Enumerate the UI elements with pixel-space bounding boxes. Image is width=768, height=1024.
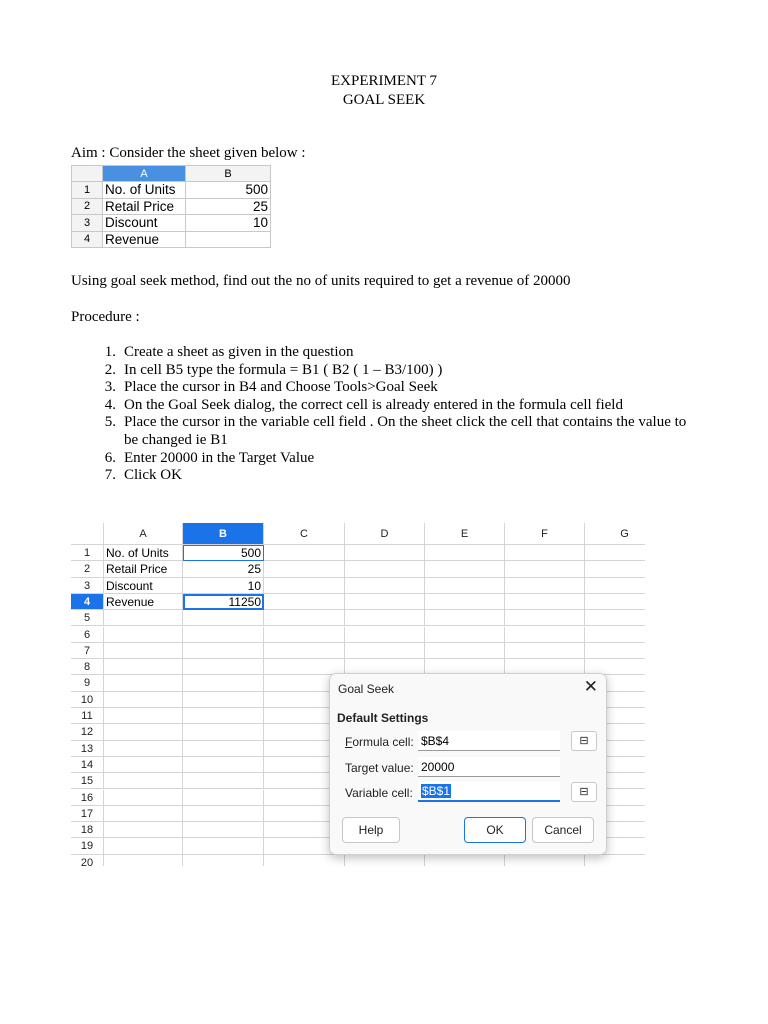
cell-b9[interactable] [183,675,264,691]
cell-c4[interactable] [264,594,345,610]
cell-b18[interactable] [183,822,264,838]
cell-c7[interactable] [264,643,345,659]
ok-button[interactable]: OK [464,817,526,843]
column-header-c[interactable]: C [264,523,345,545]
experiment-subtitle: GOAL SEEK [342,92,426,108]
cell-d2[interactable] [345,561,425,577]
column-header-g[interactable]: G [585,523,645,545]
cell-f3[interactable] [505,578,585,594]
cell-e1[interactable] [425,545,505,561]
cell-c5[interactable] [264,610,345,626]
row-header-7[interactable]: 7 [71,643,104,659]
formula-cell-label: Formula cell: [345,735,414,749]
cell-c2[interactable] [264,561,345,577]
cell-d6[interactable] [345,627,425,643]
row-header-3[interactable]: 3 [71,578,104,594]
cell-b4[interactable]: 11250 [183,594,264,610]
cell-b6[interactable] [183,627,264,643]
dialog-title: Goal Seek [338,682,395,696]
step-text: On the Goal Seek dialog, the correct cell is already entered in the formula cell field [124,396,623,413]
cell-e20[interactable] [425,855,505,866]
cell-d7[interactable] [345,643,425,659]
cell-selection-outline [183,545,264,561]
cell-c20[interactable] [264,855,345,866]
cell-selection-outline [183,594,264,610]
cell-f6[interactable] [505,627,585,643]
row-header-14[interactable]: 14 [71,757,104,773]
procedure-heading: Procedure : [71,309,140,325]
cell-a12[interactable] [104,724,183,740]
cell-f7[interactable] [505,643,585,659]
cell-b20[interactable] [183,855,264,866]
cell-c3[interactable] [264,578,345,594]
corner-cell[interactable] [71,523,104,545]
step-text: In cell B5 type the formula = B1 ( B2 ( 1 – B3/100) ) [124,361,443,378]
cell-g5[interactable] [585,610,645,626]
cell-a15[interactable] [104,773,183,789]
cell-f5[interactable] [505,610,585,626]
column-header-a[interactable]: A [104,523,183,545]
row-header-19[interactable]: 19 [71,838,104,854]
row-number: 3 [72,215,103,232]
step-text: Place the cursor in B4 and Choose Tools>Goal Seek [124,379,438,396]
close-icon[interactable]: ✕ [583,677,598,696]
cell-f20[interactable] [505,855,585,866]
cell-a17[interactable] [104,806,183,822]
row-header-20[interactable]: 20 [71,855,104,866]
row-header-9[interactable]: 9 [71,675,104,691]
cancel-button[interactable]: Cancel [532,817,594,843]
cell-e3[interactable] [425,578,505,594]
cell-a5[interactable] [104,610,183,626]
cell-b10[interactable] [183,692,264,708]
row-header-13[interactable]: 13 [71,741,104,757]
cell-d1[interactable] [345,545,425,561]
step-number: 5. [104,414,116,431]
cell-a4: Revenue [103,231,186,248]
cell-b2: 25 [186,198,271,215]
row-header-17[interactable]: 17 [71,806,104,822]
cell-f2[interactable] [505,561,585,577]
cell-b11[interactable] [183,708,264,724]
row-header-1[interactable]: 1 [71,545,104,561]
target-value-input[interactable] [418,757,560,777]
step-number: 7. [104,467,116,484]
cell-a8[interactable] [104,659,183,675]
variable-cell-input[interactable] [418,782,560,802]
cell-b2[interactable]: 25 [183,561,264,577]
cell-g2[interactable] [585,561,645,577]
column-header-e[interactable]: E [425,523,505,545]
cell-e2[interactable] [425,561,505,577]
cell-a20[interactable] [104,855,183,866]
row-header-16[interactable]: 16 [71,790,104,806]
cell-b17[interactable] [183,806,264,822]
step-text: Click OK [124,467,182,484]
column-header-b: B [186,166,271,182]
row-header-8[interactable]: 8 [71,659,104,675]
question-text: Using goal seek method, find out the no of units required to get a revenue of 20000 [71,273,571,289]
section-heading: Default Settings [337,711,429,725]
column-header-d[interactable]: D [345,523,425,545]
cell-b5[interactable] [183,610,264,626]
step-number: 4. [104,396,116,413]
row-header-4[interactable]: 4 [71,594,104,610]
cell-a11[interactable] [104,708,183,724]
row-header-5[interactable]: 5 [71,610,104,626]
cell-b8[interactable] [183,659,264,675]
column-header-f[interactable]: F [505,523,585,545]
cell-b1[interactable]: 500 [183,545,264,561]
cell-g1[interactable] [585,545,645,561]
list-item [71,414,691,449]
cell-f4[interactable] [505,594,585,610]
cell-b19[interactable] [183,838,264,854]
column-header-a: A [103,166,186,182]
cell-e4[interactable] [425,594,505,610]
cell-c1[interactable] [264,545,345,561]
cell-g7[interactable] [585,643,645,659]
cell-b15[interactable] [183,773,264,789]
question-sheet [71,165,271,248]
cell-d3[interactable] [345,578,425,594]
cell-b1: 500 [186,182,271,199]
row-header-18[interactable]: 18 [71,822,104,838]
row-number: 1 [72,182,103,199]
row-header-6[interactable]: 6 [71,627,104,643]
cell-a16[interactable] [104,790,183,806]
row-header-10[interactable]: 10 [71,692,104,708]
column-header-b[interactable]: B [183,523,264,545]
cell-b3[interactable]: 10 [183,578,264,594]
cell-a2: Retail Price [103,198,186,215]
formula-cell-input[interactable] [418,731,560,751]
cell-e7[interactable] [425,643,505,659]
row-header-2[interactable]: 2 [71,561,104,577]
shrink-icon[interactable]: ⊟ [571,731,597,751]
cell-b13[interactable] [183,741,264,757]
cell-a10[interactable] [104,692,183,708]
shrink-icon[interactable]: ⊟ [571,782,597,802]
help-button[interactable]: Help [342,817,400,843]
cell-b7[interactable] [183,643,264,659]
row-number: 4 [72,231,103,248]
cell-a2[interactable]: Retail Price [104,561,183,577]
step-text: Create a sheet as given in the question [124,344,354,360]
selected-text: $B$1 [422,784,451,798]
cell-b12[interactable] [183,724,264,740]
list-item [71,362,691,380]
cell-g20[interactable] [585,855,645,866]
row-header-11[interactable]: 11 [71,708,104,724]
cell-a13[interactable] [104,741,183,757]
variable-cell-label: Variable cell: [345,786,413,800]
step-text: Enter 20000 in the Target Value [124,449,315,466]
target-value-label: Target value: [345,761,414,775]
cell-a19[interactable] [104,838,183,854]
cell-e6[interactable] [425,627,505,643]
list-item [71,467,691,485]
experiment-title: EXPERIMENT 7 [331,73,437,89]
cell-b3: 10 [186,215,271,232]
corner-cell [72,166,103,182]
list-item [71,344,691,362]
cell-a3: Discount [103,215,186,232]
cell-g6[interactable] [585,627,645,643]
cell-a6[interactable] [104,627,183,643]
row-header-15[interactable]: 15 [71,773,104,789]
list-item [71,397,691,415]
cell-c6[interactable] [264,627,345,643]
step-number: 2. [104,361,116,378]
cell-d5[interactable] [345,610,425,626]
procedure-steps [71,344,691,485]
cell-b14[interactable] [183,757,264,773]
cell-a1: No. of Units [103,182,186,199]
cell-a4[interactable]: Revenue [104,594,183,610]
step-number: 3. [104,379,116,396]
step-number: 6. [104,449,116,466]
cell-b16[interactable] [183,790,264,806]
aim-text: Aim : Consider the sheet given below : [71,145,306,161]
cell-a1[interactable]: No. of Units [104,545,183,561]
cell-g3[interactable] [585,578,645,594]
step-text: Place the cursor in the variable cell field . On the sheet click the cell that contains the value to be changed ie B1 [124,414,687,448]
cell-a3[interactable]: Discount [104,578,183,594]
list-item [71,450,691,468]
list-item [71,379,691,397]
cell-a18[interactable] [104,822,183,838]
cell-a9[interactable] [104,675,183,691]
cell-g4[interactable] [585,594,645,610]
cell-f1[interactable] [505,545,585,561]
cell-d4[interactable] [345,594,425,610]
cell-b4 [186,231,271,248]
cell-a14[interactable] [104,757,183,773]
row-header-12[interactable]: 12 [71,724,104,740]
goal-seek-dialog [329,673,607,855]
cell-a7[interactable] [104,643,183,659]
cell-e5[interactable] [425,610,505,626]
cell-d20[interactable] [345,855,425,866]
step-number: 1. [104,344,116,360]
row-number: 2 [72,198,103,215]
